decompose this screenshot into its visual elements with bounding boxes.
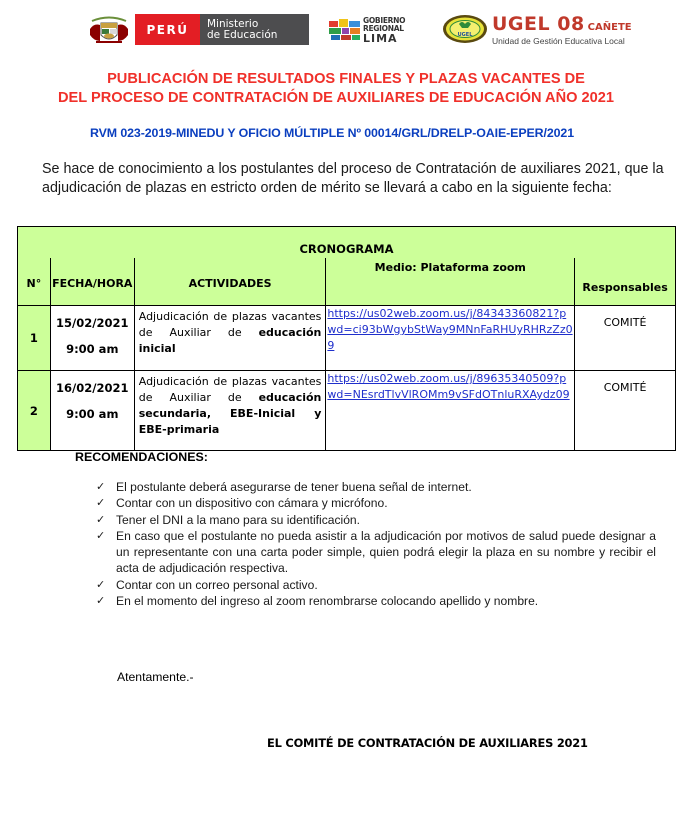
row-date: 16/02/2021	[56, 381, 129, 395]
logos-header	[0, 12, 696, 48]
actividad-text: Adjudicación de plazas vacantes de Auxiliar de	[138, 375, 322, 404]
zoom-link[interactable]: https://us02web.zoom.us/j/89635340509?pwd=NEsrdTlvVlROMm9vSFdOTnluRXAydz09	[327, 372, 570, 401]
list-item	[96, 593, 656, 609]
row-medio	[326, 306, 575, 371]
ugel-title	[492, 13, 632, 35]
check-icon: ✓	[96, 497, 106, 510]
signature: EL COMITÉ DE CONTRATACIÓN DE AUXILIARES 2021	[267, 736, 588, 750]
row-time: 9:00 am	[66, 342, 119, 356]
list-item	[96, 495, 656, 511]
ugel-subtitle: Unidad de Gestión Educativa Local	[492, 36, 625, 46]
peru-coat-of-arms-icon	[88, 15, 130, 45]
row-fecha	[50, 371, 134, 451]
peru-label: PERÚ	[146, 22, 189, 37]
gobierno-regional-lima-icon	[329, 19, 361, 41]
list-item	[96, 528, 656, 577]
recommendation-text: En el momento del ingreso al zoom renombrarse colocando apellido y nombre.	[116, 594, 539, 609]
row-actividad	[134, 306, 326, 371]
ministerio-educacion-logo	[200, 14, 309, 45]
table-header-row	[18, 258, 676, 306]
recommendations-title: RECOMENDACIONES:	[75, 450, 208, 464]
ministerio-line1: Ministerio	[207, 17, 259, 30]
recommendation-text: Contar con un dispositivo con cámara y micrófono.	[116, 496, 388, 511]
recommendations-list	[96, 479, 656, 609]
recommendation-text: El postulante deberá asegurarse de tener buena señal de internet.	[116, 480, 472, 494]
actividad-bold: educación secundaria, EBE-Inicial y EBE-primaria	[138, 391, 322, 436]
row-number: 2	[18, 371, 51, 451]
row-responsable: COMITÉ	[575, 306, 676, 371]
document-title-line1: PUBLICACIÓN DE RESULTADOS FINALES Y PLAZAS VACANTES DE	[107, 71, 585, 87]
check-icon: ✓	[96, 513, 106, 526]
peru-logo	[135, 14, 200, 45]
intro-paragraph: Se hace de conocimiento a los postulantes del proceso de Contratación de auxiliares 2021, que la adjudicación de plazas en estricto orden de mérito se llevará a cabo en la siguiente fecha:	[42, 161, 664, 196]
recommendation-text: Contar con un correo personal activo.	[116, 577, 318, 592]
header-no: N°	[18, 258, 51, 306]
check-icon: ✓	[96, 595, 106, 608]
recommendation-text: En caso que el postulante no pueda asistir a la adjudicación por motivos de salud puede designar a un representante con una carta poder simple, quien podrá elegir la plaza en su nombre y recibir el acta de adjudicación respectiva.	[116, 528, 656, 576]
closing-text: Atentamente.-	[117, 670, 194, 684]
check-icon: ✓	[96, 529, 106, 542]
document-subtitle: RVM 023-2019-MINEDU Y OFICIO MÚLTIPLE Nº 00014/GRL/DRELP-OAIE-EPER/2021	[90, 126, 575, 140]
ministerio-line2: de Educación	[207, 28, 278, 41]
zoom-link[interactable]: https://us02web.zoom.us/j/84343360821?pwd=ci93bWgybStWay9MNnFaRHUyRHRzZz09	[327, 307, 573, 352]
row-responsable: COMITÉ	[575, 371, 676, 451]
list-item	[96, 512, 656, 528]
recommendation-text: Tener el DNI a la mano para su identificación.	[116, 512, 361, 527]
gobierno-line1: GOBIERNO	[363, 16, 406, 25]
ugel-name: UGEL 08	[492, 13, 585, 35]
row-number: 1	[18, 306, 51, 371]
gobierno-line2: REGIONAL	[363, 24, 404, 33]
ugel-seal-text: UGEL	[457, 32, 473, 38]
row-medio	[326, 371, 575, 451]
row-actividad	[134, 371, 326, 451]
row-date: 15/02/2021	[56, 316, 129, 330]
table-row	[18, 371, 676, 451]
ugel-place: CAÑETE	[587, 22, 632, 33]
header-actividades: ACTIVIDADES	[134, 258, 326, 306]
document-title-line2: DEL PROCESO DE CONTRATACIÓN DE AUXILIARES DE EDUCACIÓN AÑO 2021	[58, 90, 614, 106]
header-responsables: Responsables	[575, 258, 676, 306]
cronograma-table	[17, 226, 676, 451]
actividad-bold: educación inicial	[138, 326, 322, 355]
gobierno-regional-lima-logo	[363, 17, 413, 44]
list-item	[96, 479, 656, 495]
header-fecha: FECHA/HORA	[50, 258, 134, 306]
check-icon: ✓	[96, 481, 106, 493]
row-fecha	[50, 306, 134, 371]
table-row	[18, 306, 676, 371]
ugel-seal-icon	[442, 14, 488, 44]
check-icon: ✓	[96, 578, 106, 591]
row-time: 9:00 am	[66, 407, 119, 421]
actividad-text: Adjudicación de plazas vacantes de Auxiliar de	[138, 310, 322, 339]
list-item	[96, 577, 656, 593]
gobierno-line3: LIMA	[363, 32, 398, 45]
table-title: CRONOGRAMA	[18, 227, 676, 259]
header-medio: Medio: Plataforma zoom	[326, 258, 575, 306]
